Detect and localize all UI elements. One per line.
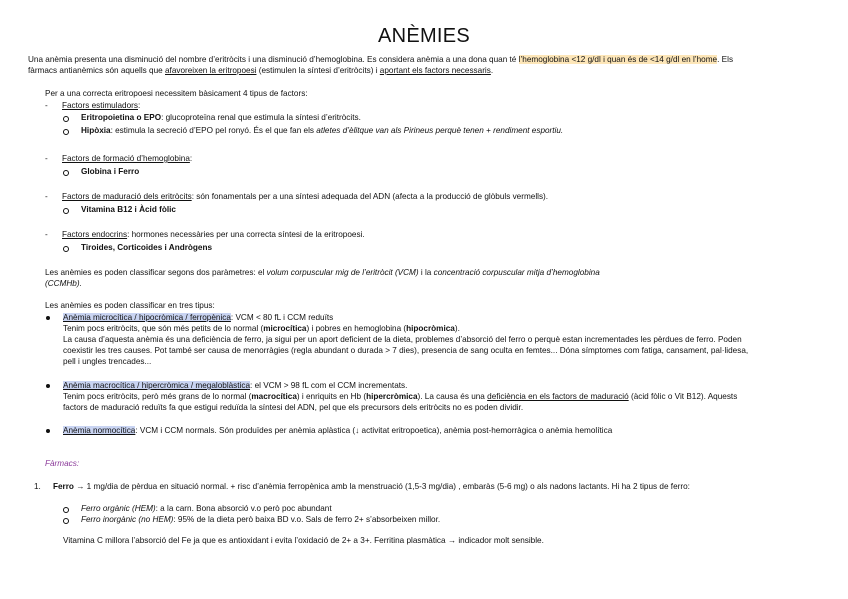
micro-text: ) i pobres en hemoglobina ( (306, 324, 407, 333)
micro-line-2 (63, 324, 460, 335)
factor-text: : hormones necessàries per una correcta síntesi de la eritropoesi. (127, 230, 365, 239)
micro-text: Tenim pocs eritròcits, que són més petits de lo normal ( (63, 324, 264, 333)
macro-text: : el VCM > 98 fL com el CCM incrementats. (250, 381, 408, 390)
underline-factors: aportant els factors necessaris (379, 66, 491, 75)
intro-text: Una anèmia presenta una disminució del nombre d’eritròcits i una disminució d’hemoglobina. Es considera anèmia a una dona quan té (28, 55, 519, 64)
micro-bold: hipocròmica (406, 324, 455, 333)
normo-text: : VCM i CCM normals. Són produïdes per anèmia aplàstica (↓ activitat eritropoetica), anèmia post-hemorràgica o anèmia hemolítica (135, 426, 613, 435)
ferro-italic: Ferro orgànic (HEM) (81, 504, 156, 513)
vitc-text: Vitamina C millora l’absorció del Fe ja que es antioxidant i evita l’oxidació de 2+ a 3+. Ferritina plasmàtica (63, 536, 448, 545)
macro-text: (àcid fòlic o Vit B12). Aquests (628, 392, 738, 401)
circle-bullet-icon (63, 129, 69, 135)
ferro-text: 1 mg/dia de pèrdua en situació normal. + risc d’anèmia ferropènica amb la menstruació (1,5-3 mg/dia) , embaràs (5-6 mg) o als nadons lactants. Hi ha 2 tipus de ferro: (84, 482, 690, 491)
micro-line-5: pell i ungles trencades... (63, 357, 152, 366)
factor-endocrine (62, 230, 365, 241)
item-hormones: Tiroides, Corticoides i Andrògens (81, 243, 213, 252)
factor-title: Factors endocrins (62, 230, 128, 239)
dash-bullet: - (45, 154, 48, 163)
colon: : (189, 154, 193, 163)
farmacs-label: Fàrmacs: (45, 459, 80, 468)
classif-text: i la (418, 268, 434, 277)
dash-bullet: - (45, 101, 48, 110)
item-hipoxia (81, 126, 563, 137)
factor-stimulators (62, 101, 140, 112)
underline-eritropoesi: afavoreixen la eritropoesi (165, 66, 257, 75)
macro-bold: macrocítica (251, 392, 297, 401)
macro-bold: hipercròmica (366, 392, 418, 401)
bullet-dot-icon (46, 384, 50, 388)
vitc-text: indicador molt sensible. (456, 536, 544, 545)
item-globina-ferro: Globina i Ferro (81, 167, 140, 176)
item-italic: atletes d’èlitque van als Pirineus perquè tenen + rendiment esportiu. (316, 126, 564, 135)
bullet-dot-icon (46, 316, 50, 320)
micro-line-4: coexistir les tres causes. Pot també ser causa de menorràgies (regla abundant o durada > 7 dies), presencia de sang oculta en femtes... Dóna símptomes com fatiga, cansament, pal·lidesa, (63, 346, 749, 355)
macro-text: ) i enriquits en Hb ( (296, 392, 367, 401)
item-bold: Hipòxia (81, 126, 111, 135)
dash-bullet: - (45, 192, 48, 201)
intro-line-1 (28, 55, 733, 66)
bullet-dot-icon (46, 429, 50, 433)
factor-title: Factors de maduració dels eritròcits (62, 192, 192, 201)
circle-bullet-icon (63, 208, 69, 214)
circle-bullet-icon (63, 518, 69, 524)
classif-text: Les anèmies es poden classificar segons dos paràmetres: el (45, 268, 267, 277)
macro-line-3: factors de maduració reduïts fa que estigui reduïda la síntesi del ADN, pel que els precursors dels eritròcits no es poden dividir. (63, 403, 524, 412)
ferro-hem (81, 504, 332, 515)
highlight-microcitica: Anèmia microcítica / hipocròmica / ferropènica (63, 313, 231, 322)
page-title: ANÈMIES (377, 25, 471, 47)
ferro-italic: Ferro inorgànic (no HEM) (81, 515, 174, 524)
ferro-bold: Ferro (53, 482, 74, 491)
item-bold: Eritropoietina o EPO (81, 113, 162, 122)
macro-text: Tenim pocs eritròcits, però més grans de lo normal ( (63, 392, 252, 401)
highlight-macrocitica: Anèmia macrocítica / hipercròmica / megaloblàstica (63, 381, 251, 390)
macro-line-1 (63, 381, 407, 392)
intro-text: . Els (717, 55, 734, 64)
micro-text: : VCM < 80 fL i CCM reduïts (230, 313, 334, 322)
item-text: : glucoproteïna renal que estimula la síntesi d’eritròcits. (161, 113, 361, 122)
highlight-normocitica: Anèmia normocítica (63, 426, 136, 435)
list-number: 1. (34, 482, 41, 491)
micro-line-3: La causa d’aquesta anèmia és una deficiència de ferro, ja sigui per un aport deficient de la dieta, problemes d’absorció del ferro o perquè estan incrementades les pèrdues de ferro. Poden (63, 335, 742, 344)
classif-three: Les anèmies es poden classificar en tres tipus: (45, 301, 215, 310)
macro-line-2 (63, 392, 737, 403)
normo-line (63, 426, 612, 437)
classif-italic: concentració corpuscular mitja d’hemoglobina (433, 268, 600, 277)
circle-bullet-icon (63, 246, 69, 252)
macro-text: ). La causa és una (417, 392, 488, 401)
intro-text: (estimulen la síntesi d’eritròcits) i (256, 66, 380, 75)
ferro-text: : 95% de la dieta però baixa BD v.o. Sals de ferro 2+ s’absorbeixen millor. (173, 515, 441, 524)
circle-bullet-icon (63, 170, 69, 176)
factor-maturation (62, 192, 548, 203)
factor-title: Factors estimuladors (62, 101, 138, 110)
classif-line-2: (CCMHb). (45, 279, 82, 288)
ferro-text: : a la carn. Bona absorció v.o però poc abundant (155, 504, 332, 513)
item-b12-folic: Vitamina B12 i Àcid fòlic (81, 205, 176, 214)
circle-bullet-icon (63, 507, 69, 513)
colon: : (138, 101, 141, 110)
types-intro: Per a una correcta eritropoesi necessitem bàsicament 4 tipus de factors: (45, 89, 308, 98)
arrow-right-icon: → (447, 536, 457, 545)
circle-bullet-icon (63, 116, 69, 122)
factor-title: Factors de formació d’hemoglobina (62, 154, 190, 163)
factor-text: : són fonamentals per a una síntesi adequada del ADN (afecta a la producció de glòbuls vermells). (191, 192, 549, 201)
ferro-nohem (81, 515, 440, 526)
vitamin-c-line (63, 536, 544, 547)
macro-underline: deficiència en els factors de maduració (487, 392, 629, 401)
intro-text: fàrmacs antianèmics són aquells que (28, 66, 165, 75)
factor-hemoglobin (62, 154, 192, 165)
item-epo (81, 113, 361, 124)
classif-italic: volum corpuscular mig de l’eritròcit (VCM) (266, 268, 419, 277)
classif-line-1 (45, 268, 600, 279)
ferro-line (53, 482, 690, 493)
micro-bold: microcítica (263, 324, 307, 333)
micro-line-1 (63, 313, 333, 324)
dash-bullet: - (45, 230, 48, 239)
highlight-hemoglobin: l’hemoglobina <12 g/dl i quan és de <14 g/dl en l’home (518, 55, 718, 64)
intro-line-2 (28, 66, 493, 77)
micro-text: ). (454, 324, 460, 333)
arrow-right-icon: → (76, 482, 85, 491)
intro-text: . (490, 66, 494, 75)
item-text: : estimula la secreció d’EPO pel ronyó. És el que fan els (110, 126, 317, 135)
